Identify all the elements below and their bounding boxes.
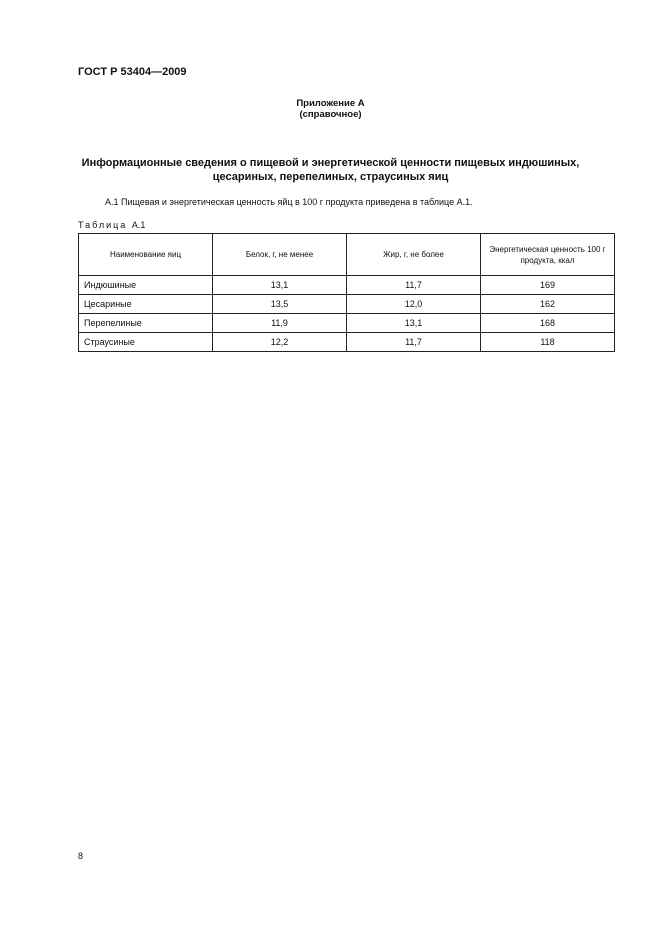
table-header-row (79, 234, 615, 276)
cell-fat: 12,0 (347, 295, 481, 314)
cell-fat: 11,7 (347, 276, 481, 295)
page-number: 8 (78, 851, 84, 861)
header-energy: Энергетическая ценность 100 г продукта, ккал (481, 234, 615, 276)
cell-fat: 13,1 (347, 314, 481, 333)
document-standard-number: ГОСТ Р 53404—2009 (78, 66, 187, 78)
header-egg-name: Наименование яиц (79, 234, 213, 276)
cell-egg-name: Индюшиные (79, 276, 213, 295)
nutrition-table (78, 233, 615, 352)
cell-fat: 11,7 (347, 333, 481, 352)
cell-energy: 168 (481, 314, 615, 333)
paragraph-a1: А.1 Пищевая и энергетическая ценность яйц в 100 г продукта приведена в таблице А.1. (105, 197, 473, 207)
cell-egg-name: Цесариные (79, 295, 213, 314)
cell-egg-name: Страусиные (79, 333, 213, 352)
table-row (79, 276, 615, 295)
table-caption (78, 220, 145, 230)
table-row (79, 333, 615, 352)
table-row (79, 314, 615, 333)
cell-energy: 118 (481, 333, 615, 352)
cell-energy: 169 (481, 276, 615, 295)
cell-protein: 12,2 (213, 333, 347, 352)
section-title-line-1: Информационные сведения о пищевой и энергетической ценности пищевых индюшиных, (81, 157, 580, 169)
table-caption-word: Таблица (78, 220, 128, 230)
section-title-line-2: цесариных, перепелиных, страусиных яиц (212, 171, 449, 183)
cell-energy: 162 (481, 295, 615, 314)
annex-subtitle: (справочное) (299, 109, 362, 120)
cell-protein: 13,1 (213, 276, 347, 295)
cell-protein: 11,9 (213, 314, 347, 333)
header-fat: Жир, г, не более (347, 234, 481, 276)
table-caption-number: А.1 (131, 220, 146, 230)
cell-egg-name: Перепелиные (79, 314, 213, 333)
cell-protein: 13,5 (213, 295, 347, 314)
table-row (79, 295, 615, 314)
header-protein: Белок, г, не менее (213, 234, 347, 276)
annex-title: Приложение А (296, 98, 365, 109)
